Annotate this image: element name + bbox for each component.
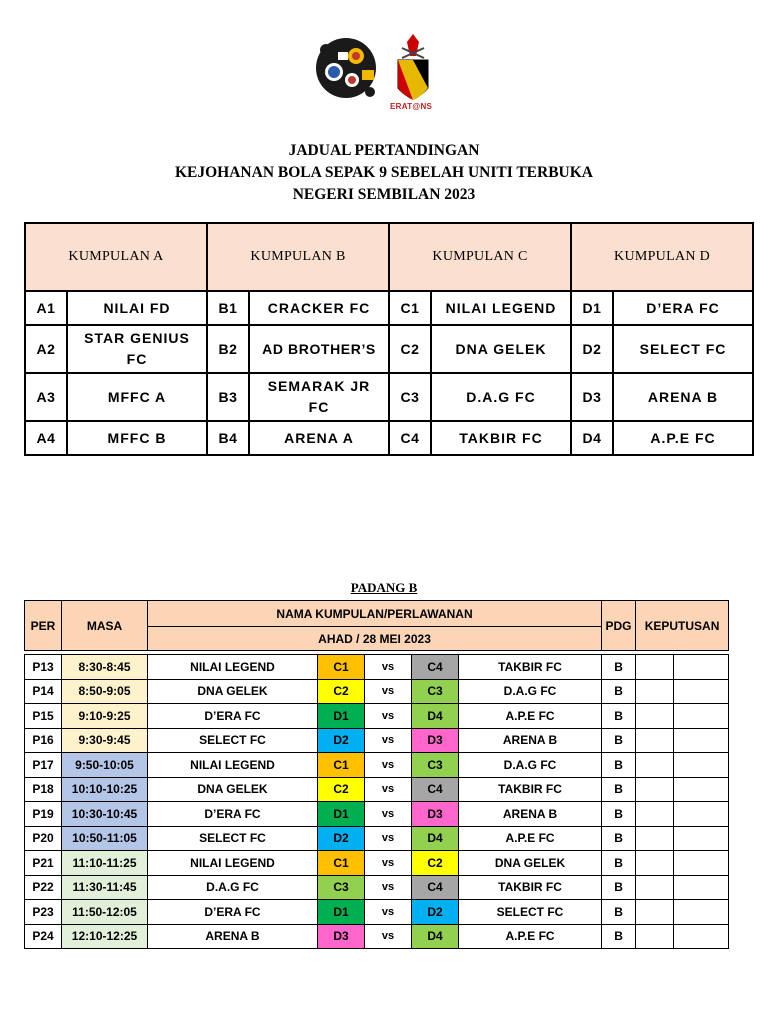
result-home: [636, 924, 674, 949]
match-pdg: B: [602, 777, 636, 802]
match-time: 9:30-9:45: [62, 728, 148, 753]
match-time: 8:30-8:45: [62, 655, 148, 680]
away-code: D4: [412, 826, 459, 851]
vs-label: vs: [365, 728, 412, 753]
match-row: [25, 826, 729, 851]
away-code: D3: [412, 802, 459, 827]
result-home: [636, 728, 674, 753]
away-code: D2: [412, 900, 459, 925]
team-name: MFFC B: [67, 421, 207, 455]
match-pdg: B: [602, 753, 636, 778]
match-time: 10:50-11:05: [62, 826, 148, 851]
team-name: D’ERA FC: [613, 291, 753, 325]
result-home: [636, 704, 674, 729]
match-time: 10:10-10:25: [62, 777, 148, 802]
away-team: TAKBIR FC: [459, 875, 602, 900]
match-per: P21: [25, 851, 62, 876]
schedule-date: AHAD / 28 MEI 2023: [148, 627, 602, 651]
home-team: D’ERA FC: [148, 900, 318, 925]
result-away: [674, 777, 729, 802]
match-row: [25, 924, 729, 949]
team-name: STAR GENIUS FC: [67, 325, 207, 373]
logo-text: ERAT@NS: [390, 102, 433, 111]
result-away: [674, 826, 729, 851]
team-name: D.A.G FC: [431, 373, 571, 421]
schedule-table: [24, 600, 729, 949]
vs-label: vs: [365, 753, 412, 778]
match-per: P13: [25, 655, 62, 680]
col-pdg: PDG: [602, 601, 636, 651]
col-keputusan: KEPUTUSAN: [636, 601, 729, 651]
team-name: SELECT FC: [613, 325, 753, 373]
group-header: KUMPULAN B: [207, 223, 389, 291]
result-home: [636, 777, 674, 802]
home-code: C3: [318, 875, 365, 900]
result-home: [636, 851, 674, 876]
team-code: A4: [25, 421, 67, 455]
team-code: B2: [207, 325, 249, 373]
result-away: [674, 900, 729, 925]
home-team: D’ERA FC: [148, 704, 318, 729]
match-row: [25, 802, 729, 827]
home-team: ARENA B: [148, 924, 318, 949]
match-per: P18: [25, 777, 62, 802]
result-away: [674, 679, 729, 704]
home-code: C1: [318, 753, 365, 778]
title-line-2: KEJOHANAN BOLA SEPAK 9 SEBELAH UNITI TERBUKA: [174, 164, 593, 181]
title-line-1: JADUAL PERTANDINGAN: [288, 142, 480, 159]
result-away: [674, 655, 729, 680]
team-name: TAKBIR FC: [431, 421, 571, 455]
team-code: D4: [571, 421, 613, 455]
team-name: NILAI LEGEND: [431, 291, 571, 325]
col-masa: MASA: [62, 601, 148, 651]
match-time: 12:10-12:25: [62, 924, 148, 949]
match-row: [25, 679, 729, 704]
team-code: B4: [207, 421, 249, 455]
team-name: DNA GELEK: [431, 325, 571, 373]
result-home: [636, 900, 674, 925]
groups-row: [25, 291, 753, 325]
match-pdg: B: [602, 728, 636, 753]
result-away: [674, 924, 729, 949]
match-pdg: B: [602, 655, 636, 680]
away-team: TAKBIR FC: [459, 777, 602, 802]
group-header: KUMPULAN C: [389, 223, 571, 291]
home-team: D’ERA FC: [148, 802, 318, 827]
match-row: [25, 851, 729, 876]
away-team: D.A.G FC: [459, 753, 602, 778]
away-team: A.P.E FC: [459, 826, 602, 851]
team-name: A.P.E FC: [613, 421, 753, 455]
result-home: [636, 826, 674, 851]
away-team: DNA GELEK: [459, 851, 602, 876]
home-code: D3: [318, 924, 365, 949]
vs-label: vs: [365, 655, 412, 680]
result-home: [636, 679, 674, 704]
groups-row: [25, 421, 753, 455]
home-team: NILAI LEGEND: [148, 753, 318, 778]
vs-label: vs: [365, 924, 412, 949]
team-name: CRACKER FC: [249, 291, 389, 325]
away-code: C3: [412, 753, 459, 778]
away-code: C4: [412, 875, 459, 900]
result-home: [636, 753, 674, 778]
away-team: SELECT FC: [459, 900, 602, 925]
vs-label: vs: [365, 826, 412, 851]
match-pdg: B: [602, 924, 636, 949]
match-per: P15: [25, 704, 62, 729]
team-code: B3: [207, 373, 249, 421]
vs-label: vs: [365, 802, 412, 827]
match-time: 8:50-9:05: [62, 679, 148, 704]
home-team: DNA GELEK: [148, 777, 318, 802]
vs-label: vs: [365, 704, 412, 729]
result-away: [674, 753, 729, 778]
home-team: SELECT FC: [148, 728, 318, 753]
home-team: NILAI LEGEND: [148, 655, 318, 680]
document-title: [0, 140, 768, 206]
result-home: [636, 802, 674, 827]
home-code: D2: [318, 728, 365, 753]
team-name: NILAI FD: [67, 291, 207, 325]
col-per: PER: [25, 601, 62, 651]
team-code: A1: [25, 291, 67, 325]
home-team: DNA GELEK: [148, 679, 318, 704]
groups-row: [25, 373, 753, 421]
groups-table: [24, 222, 754, 456]
match-time: 10:30-10:45: [62, 802, 148, 827]
team-code: D2: [571, 325, 613, 373]
away-team: A.P.E FC: [459, 704, 602, 729]
away-code: C4: [412, 777, 459, 802]
result-away: [674, 728, 729, 753]
team-name: ARENA B: [613, 373, 753, 421]
match-pdg: B: [602, 900, 636, 925]
away-team: A.P.E FC: [459, 924, 602, 949]
home-code: D2: [318, 826, 365, 851]
team-code: A2: [25, 325, 67, 373]
match-row: [25, 777, 729, 802]
team-code: C1: [389, 291, 431, 325]
home-team: NILAI LEGEND: [148, 851, 318, 876]
match-per: P23: [25, 900, 62, 925]
away-team: ARENA B: [459, 802, 602, 827]
match-pdg: B: [602, 851, 636, 876]
schedule-title: PADANG B: [350, 580, 418, 595]
away-team: TAKBIR FC: [459, 655, 602, 680]
match-per: P20: [25, 826, 62, 851]
away-code: D4: [412, 924, 459, 949]
team-name: SEMARAK JR FC: [249, 373, 389, 421]
match-row: [25, 655, 729, 680]
team-code: D1: [571, 291, 613, 325]
match-pdg: B: [602, 679, 636, 704]
schedule-body: [25, 655, 729, 949]
away-code: C3: [412, 679, 459, 704]
team-name: MFFC A: [67, 373, 207, 421]
vs-label: vs: [365, 851, 412, 876]
home-code: C2: [318, 777, 365, 802]
match-row: [25, 900, 729, 925]
home-code: D1: [318, 704, 365, 729]
away-code: D4: [412, 704, 459, 729]
team-code: D3: [571, 373, 613, 421]
match-row: [25, 753, 729, 778]
home-code: D1: [318, 802, 365, 827]
match-per: P16: [25, 728, 62, 753]
col-nama: NAMA KUMPULAN/PERLAWANAN: [148, 601, 602, 627]
away-team: D.A.G FC: [459, 679, 602, 704]
away-team: ARENA B: [459, 728, 602, 753]
result-home: [636, 655, 674, 680]
result-away: [674, 875, 729, 900]
schedule-header-row: [25, 601, 729, 627]
groups-row: [25, 325, 753, 373]
home-team: D.A.G FC: [148, 875, 318, 900]
result-away: [674, 704, 729, 729]
group-header: KUMPULAN D: [571, 223, 753, 291]
logos: [312, 30, 452, 120]
team-code: C4: [389, 421, 431, 455]
home-code: C1: [318, 655, 365, 680]
match-pdg: B: [602, 875, 636, 900]
match-time: 9:10-9:25: [62, 704, 148, 729]
home-code: D1: [318, 900, 365, 925]
home-code: C1: [318, 851, 365, 876]
match-row: [25, 704, 729, 729]
away-code: D3: [412, 728, 459, 753]
match-per: P19: [25, 802, 62, 827]
team-code: B1: [207, 291, 249, 325]
match-pdg: B: [602, 704, 636, 729]
groups-header-row: [25, 223, 753, 291]
vs-label: vs: [365, 875, 412, 900]
result-away: [674, 802, 729, 827]
match-pdg: B: [602, 802, 636, 827]
team-code: C2: [389, 325, 431, 373]
match-per: P17: [25, 753, 62, 778]
match-row: [25, 728, 729, 753]
team-name: ARENA A: [249, 421, 389, 455]
match-per: P22: [25, 875, 62, 900]
vs-label: vs: [365, 777, 412, 802]
match-per: P14: [25, 679, 62, 704]
vs-label: vs: [365, 679, 412, 704]
team-code: A3: [25, 373, 67, 421]
match-time: 11:50-12:05: [62, 900, 148, 925]
match-time: 11:10-11:25: [62, 851, 148, 876]
away-code: C2: [412, 851, 459, 876]
result-home: [636, 875, 674, 900]
match-per: P24: [25, 924, 62, 949]
match-time: 11:30-11:45: [62, 875, 148, 900]
match-pdg: B: [602, 826, 636, 851]
match-time: 9:50-10:05: [62, 753, 148, 778]
team-code: C3: [389, 373, 431, 421]
away-code: C4: [412, 655, 459, 680]
result-away: [674, 851, 729, 876]
group-header: KUMPULAN A: [25, 223, 207, 291]
team-name: AD BROTHER’S: [249, 325, 389, 373]
vs-label: vs: [365, 900, 412, 925]
home-code: C2: [318, 679, 365, 704]
home-team: SELECT FC: [148, 826, 318, 851]
match-row: [25, 875, 729, 900]
title-line-3: NEGERI SEMBILAN 2023: [292, 186, 476, 203]
